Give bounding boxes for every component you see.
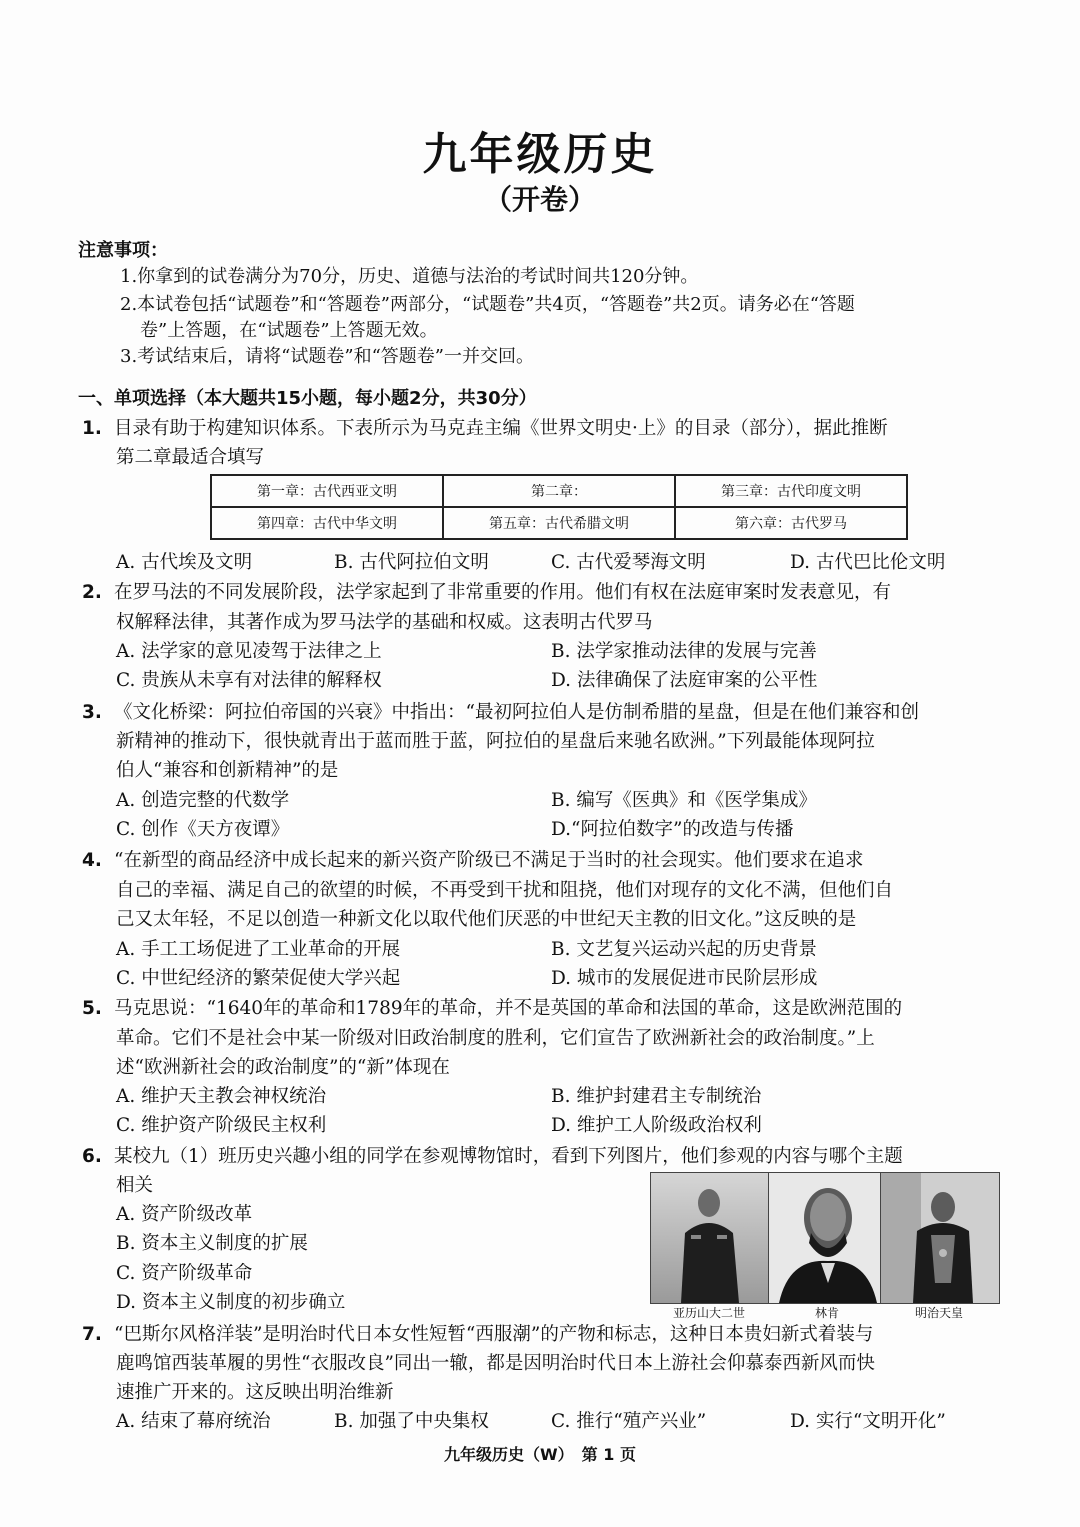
notice-line: 2.本试卷包括“试题卷”和“答题卷”两部分，“试题卷”共4页，“答题卷”共2页。请务必在“答题 — [120, 294, 855, 315]
question-text: 伯人“兼容和创新精神”的是 — [116, 760, 339, 781]
option-b: B. 编写《医典》和《医学集成》 — [551, 790, 817, 811]
option-c: C. 贵族从未享有对法律的解释权 — [116, 670, 382, 691]
option-c: C. 古代爱琴海文明 — [551, 552, 706, 573]
question-text: 相关 — [116, 1175, 154, 1196]
question-number: 7. — [82, 1324, 102, 1345]
option-a: A. 古代埃及文明 — [116, 552, 253, 573]
notice-line: 1.你拿到的试卷满分为70分，历史、道德与法治的考试时间共120分钟。 — [120, 266, 699, 287]
table-cell: 第五章：古代希腊文明 — [443, 507, 675, 539]
question-text: 己又太年轻，不足以创造一种新文化以取代他们厌恶的中世纪天主教的旧文化。”这反映的是 — [116, 909, 857, 930]
option-d: D. 古代巴比伦文明 — [790, 552, 946, 573]
option-d: D. 维护工人阶级政治权利 — [551, 1115, 762, 1136]
caption-alexander-ii: 亚历山大二世 — [672, 1306, 745, 1320]
question-text: 自己的幸福、满足自己的欲望的时候，不再受到干扰和阻挠，他们对现存的文化不满，但他们自 — [116, 880, 894, 901]
table-cell: 第一章：古代西亚文明 — [211, 475, 443, 507]
question-number: 4. — [82, 850, 102, 871]
question-text: 速推广开来的。这反映出明治维新 — [116, 1382, 394, 1403]
portrait-lincoln — [768, 1172, 888, 1304]
question-text: 马克思说：“1640年的革命和1789年的革命，并不是英国的革命和法国的革命，这是欧洲范围的 — [114, 998, 903, 1019]
table-cell: 第二章： — [443, 475, 675, 507]
question-4 — [82, 846, 863, 872]
caption-lincoln: 林肯 — [814, 1306, 839, 1320]
question-2 — [82, 578, 891, 604]
option-c: C. 推行“殖产兴业” — [551, 1411, 707, 1432]
page-subtitle: （开卷） — [483, 183, 596, 216]
portrait-alexander-ii — [650, 1172, 770, 1304]
question-text: “巴斯尔风格洋装”是明治时代日本女性短暂“西服潮”的产物和标志，这种日本贵妇新式着装与 — [114, 1324, 874, 1345]
question-3 — [82, 698, 919, 724]
question-text: 某校九（1）班历史兴趣小组的同学在参观博物馆时，看到下列图片，他们参观的内容与哪个主题 — [114, 1146, 903, 1167]
option-d: D. 城市的发展促进市民阶层形成 — [551, 968, 818, 989]
notice-heading: 注意事项： — [78, 240, 168, 261]
question-text: 新精神的推动下，很快就青出于蓝而胜于蓝，阿拉伯的星盘后来驰名欧洲。”下列最能体现阿拉 — [116, 731, 875, 752]
option-b: B. 资本主义制度的扩展 — [116, 1233, 308, 1254]
question-text: 第二章最适合填写 — [116, 447, 265, 468]
question-text: 述“欧洲新社会的政治制度”的“新”体现在 — [116, 1057, 450, 1078]
option-a: A. 手工工场促进了工业革命的开展 — [116, 939, 401, 960]
option-c: C. 中世纪经济的繁荣促使大学兴起 — [116, 968, 401, 989]
toc-table — [210, 474, 908, 540]
notice-line: 卷”上答题，在“试题卷”上答题无效。 — [140, 320, 438, 341]
page-footer: 九年级历史（W） 第 1 页 — [444, 1445, 636, 1464]
question-7 — [82, 1320, 873, 1346]
question-5 — [82, 994, 902, 1020]
table-cell: 第四章：古代中华文明 — [211, 507, 443, 539]
option-d: D.“阿拉伯数字”的改造与传播 — [551, 819, 794, 840]
table-cell: 第三章：古代印度文明 — [675, 475, 907, 507]
option-c: C. 创作《天方夜谭》 — [116, 819, 290, 840]
option-d: D. 资本主义制度的初步确立 — [116, 1292, 346, 1313]
option-d: D. 实行“文明开化” — [790, 1411, 946, 1432]
page-title: 九年级历史 — [422, 129, 658, 180]
option-b: B. 文艺复兴运动兴起的历史背景 — [551, 939, 817, 960]
table-cell: 第六章：古代罗马 — [675, 507, 907, 539]
section-heading: 一、单项选择（本大题共15小题，每小题2分，共30分） — [78, 388, 537, 409]
question-number: 3. — [82, 702, 102, 723]
question-1 — [82, 414, 888, 440]
question-number: 2. — [82, 582, 102, 603]
option-a: A. 创造完整的代数学 — [116, 790, 290, 811]
option-a: A. 资产阶级改革 — [116, 1204, 253, 1225]
table-row — [211, 507, 907, 539]
question-number: 6. — [82, 1146, 102, 1167]
question-text: 目录有助于构建知识体系。下表所示为马克垚主编《世界文明史·上》的目录（部分），据此推断 — [114, 418, 888, 439]
option-a: A. 法学家的意见凌驾于法律之上 — [116, 641, 382, 662]
option-c: C. 资产阶级革命 — [116, 1263, 253, 1284]
option-a: A. 结束了幕府统治 — [116, 1411, 271, 1432]
caption-meiji: 明治天皇 — [914, 1306, 963, 1320]
option-b: B. 加强了中央集权 — [334, 1411, 489, 1432]
notice-line: 3.考试结束后，请将“试题卷”和“答题卷”一并交回。 — [120, 346, 534, 367]
question-text: 在罗马法的不同发展阶段，法学家起到了非常重要的作用。他们有权在法庭审案时发表意见，有 — [114, 582, 892, 603]
question-text: 权解释法律，其著作成为罗马法学的基础和权威。这表明古代罗马 — [116, 612, 653, 633]
question-number: 1. — [82, 418, 102, 439]
question-number: 5. — [82, 998, 102, 1019]
question-text: “在新型的商品经济中成长起来的新兴资产阶级已不满足于当时的社会现实。他们要求在追求 — [114, 850, 864, 871]
option-c: C. 维护资产阶级民主权利 — [116, 1115, 327, 1136]
option-b: B. 维护封建君主专制统治 — [551, 1086, 762, 1107]
question-text: 《文化桥梁：阿拉伯帝国的兴衰》中指出：“最初阿拉伯人是仿制希腊的星盘，但是在他们兼容和创 — [114, 702, 919, 723]
option-b: B. 法学家推动法律的发展与完善 — [551, 641, 817, 662]
option-a: A. 维护天主教会神权统治 — [116, 1086, 327, 1107]
portrait-meiji — [880, 1172, 1000, 1304]
table-row — [211, 475, 907, 507]
question-text: 鹿鸣馆西装革履的男性“衣服改良”同出一辙，都是因明治时代日本上游社会仰慕泰西新风而快 — [116, 1353, 875, 1374]
option-d: D. 法律确保了法庭审案的公平性 — [551, 670, 818, 691]
question-6 — [82, 1142, 903, 1168]
option-b: B. 古代阿拉伯文明 — [334, 552, 489, 573]
question-text: 革命。它们不是社会中某一阶级对旧政治制度的胜利，它们宣告了欧洲新社会的政治制度。”上 — [116, 1028, 875, 1049]
